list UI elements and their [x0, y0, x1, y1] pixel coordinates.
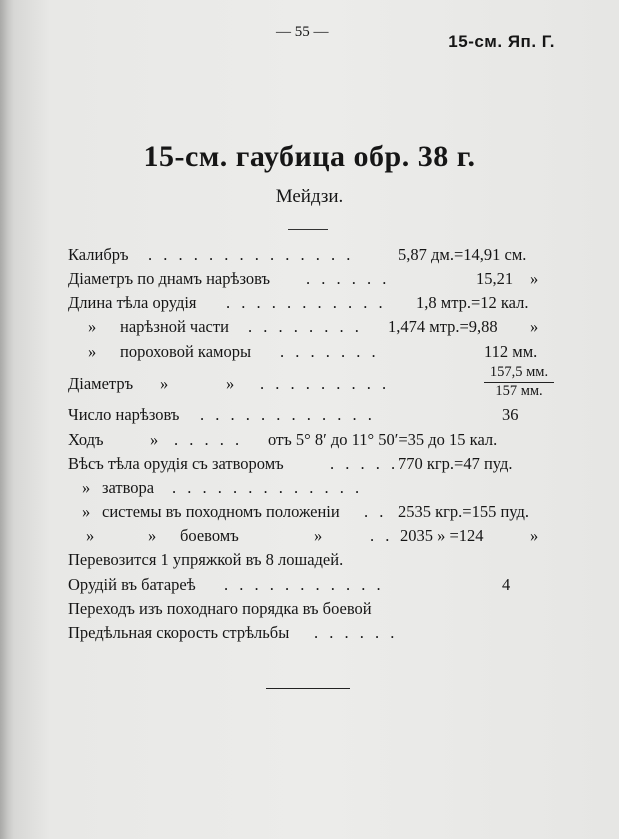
row-label: затвора — [102, 478, 155, 497]
row-leader: . . . . . . . . . . . . — [200, 405, 376, 424]
row-label: нарѣзной части — [120, 317, 229, 336]
row-suffix: » — [530, 269, 539, 288]
row-leader: . . . . . — [330, 454, 399, 473]
spec-row-barrel-length — [68, 293, 552, 315]
row-ditto: » — [148, 526, 157, 545]
spec-row-battery-guns — [68, 575, 552, 597]
row-value: 2535 кгр.=155 пуд. — [398, 502, 530, 521]
row-value: 770 кгр.=47 пуд. — [398, 454, 513, 473]
page-number: — 55 — — [276, 24, 329, 40]
spec-row-transition — [68, 599, 552, 621]
row-label: Число нарѣзовъ — [68, 405, 180, 424]
row-ditto: » — [82, 478, 91, 497]
spec-row-travel-weight — [68, 502, 552, 524]
fraction-numerator: 157,5 мм. — [484, 364, 554, 383]
spec-row-barrel-weight — [68, 454, 552, 476]
row-label: Длина тѣла орудія — [68, 293, 197, 312]
row-leader: . . . . . . . . . . . . . — [172, 478, 363, 497]
spec-row-team — [68, 550, 552, 572]
row-value: 1,474 мтр.=9,88 — [388, 317, 498, 336]
row-value: 15,21 — [476, 269, 514, 288]
row-label: Вѣсъ тѣла орудія съ затворомъ — [68, 454, 284, 473]
row-leader: . . . . . — [174, 430, 243, 449]
row-label: пороховой каморы — [120, 342, 252, 361]
row-value: 2035 » =124 — [400, 526, 484, 545]
row-ditto: » — [160, 374, 169, 393]
row-value: 1,8 мтр.=12 кал. — [416, 293, 529, 312]
row-value: 5,87 дм.=14,91 см. — [398, 245, 527, 264]
row-ditto: » — [314, 526, 323, 545]
row-label: Предѣльная скорость стрѣльбы — [68, 623, 290, 642]
row-ditto: » — [88, 342, 97, 361]
spec-row-breech-weight — [68, 478, 552, 500]
row-label: боевомъ — [180, 526, 239, 545]
spec-row-rifled-part — [68, 317, 552, 339]
row-label: Ходъ — [68, 430, 104, 449]
row-value: 4 — [502, 575, 511, 594]
spec-row-diameter-lands — [68, 269, 552, 291]
page-edge-shadow — [0, 0, 14, 839]
row-label: Перевозится 1 упряжкой въ 8 лошадей. — [68, 550, 344, 569]
spec-row-twist — [68, 430, 552, 452]
title-divider — [288, 229, 328, 230]
row-label: системы въ походномъ положеніи — [102, 502, 340, 521]
row-suffix: » — [530, 317, 539, 336]
spec-row-grooves — [68, 405, 552, 427]
row-leader: . . . . . . . . . . . — [224, 575, 385, 594]
row-suffix: » — [530, 526, 539, 545]
row-leader: . . . . . . . . . . . — [226, 293, 387, 312]
end-divider — [266, 688, 350, 689]
row-value: 112 мм. — [484, 342, 538, 361]
chamber-diameter-fraction — [484, 364, 554, 400]
row-label: Переходъ изъ походнаго порядка въ боевой — [68, 599, 372, 618]
row-leader: . . . . . . . . . — [260, 374, 390, 393]
row-ditto: » — [82, 502, 91, 521]
row-leader: . . — [364, 502, 387, 521]
row-leader: . . — [370, 526, 393, 545]
row-ditto: » — [226, 374, 235, 393]
row-label: Калибръ — [68, 245, 129, 264]
row-value: отъ 5° 8′ до 11° 50′=35 до 15 кал. — [268, 430, 498, 449]
row-leader: . . . . . . — [314, 623, 398, 642]
spec-row-rate-of-fire — [68, 623, 552, 645]
row-label: Діаметръ — [68, 374, 134, 393]
spec-row-caliber — [68, 245, 552, 267]
page-title: 15-см. гаубица обр. 38 г. — [143, 140, 476, 173]
spec-row-chamber-diameter — [68, 374, 552, 396]
row-label: Діаметръ по днамъ нарѣзовъ — [68, 269, 271, 288]
spec-row-chamber — [68, 342, 552, 364]
corner-label: 15-см. Яп. Г. — [448, 32, 555, 51]
row-ditto: » — [86, 526, 95, 545]
row-leader: . . . . . . . . — [248, 317, 363, 336]
spec-row-combat-weight — [68, 526, 552, 548]
row-label: Орудій въ батареѣ — [68, 575, 196, 594]
row-leader: . . . . . . . — [280, 342, 380, 361]
fraction-denominator: 157 мм. — [495, 383, 543, 399]
row-leader: . . . . . . — [306, 269, 390, 288]
row-ditto: » — [88, 317, 97, 336]
page-subtitle: Мейдзи. — [275, 186, 344, 207]
row-ditto: » — [150, 430, 159, 449]
row-value: 36 — [502, 405, 519, 424]
row-leader: . . . . . . . . . . . . . . — [148, 245, 354, 264]
